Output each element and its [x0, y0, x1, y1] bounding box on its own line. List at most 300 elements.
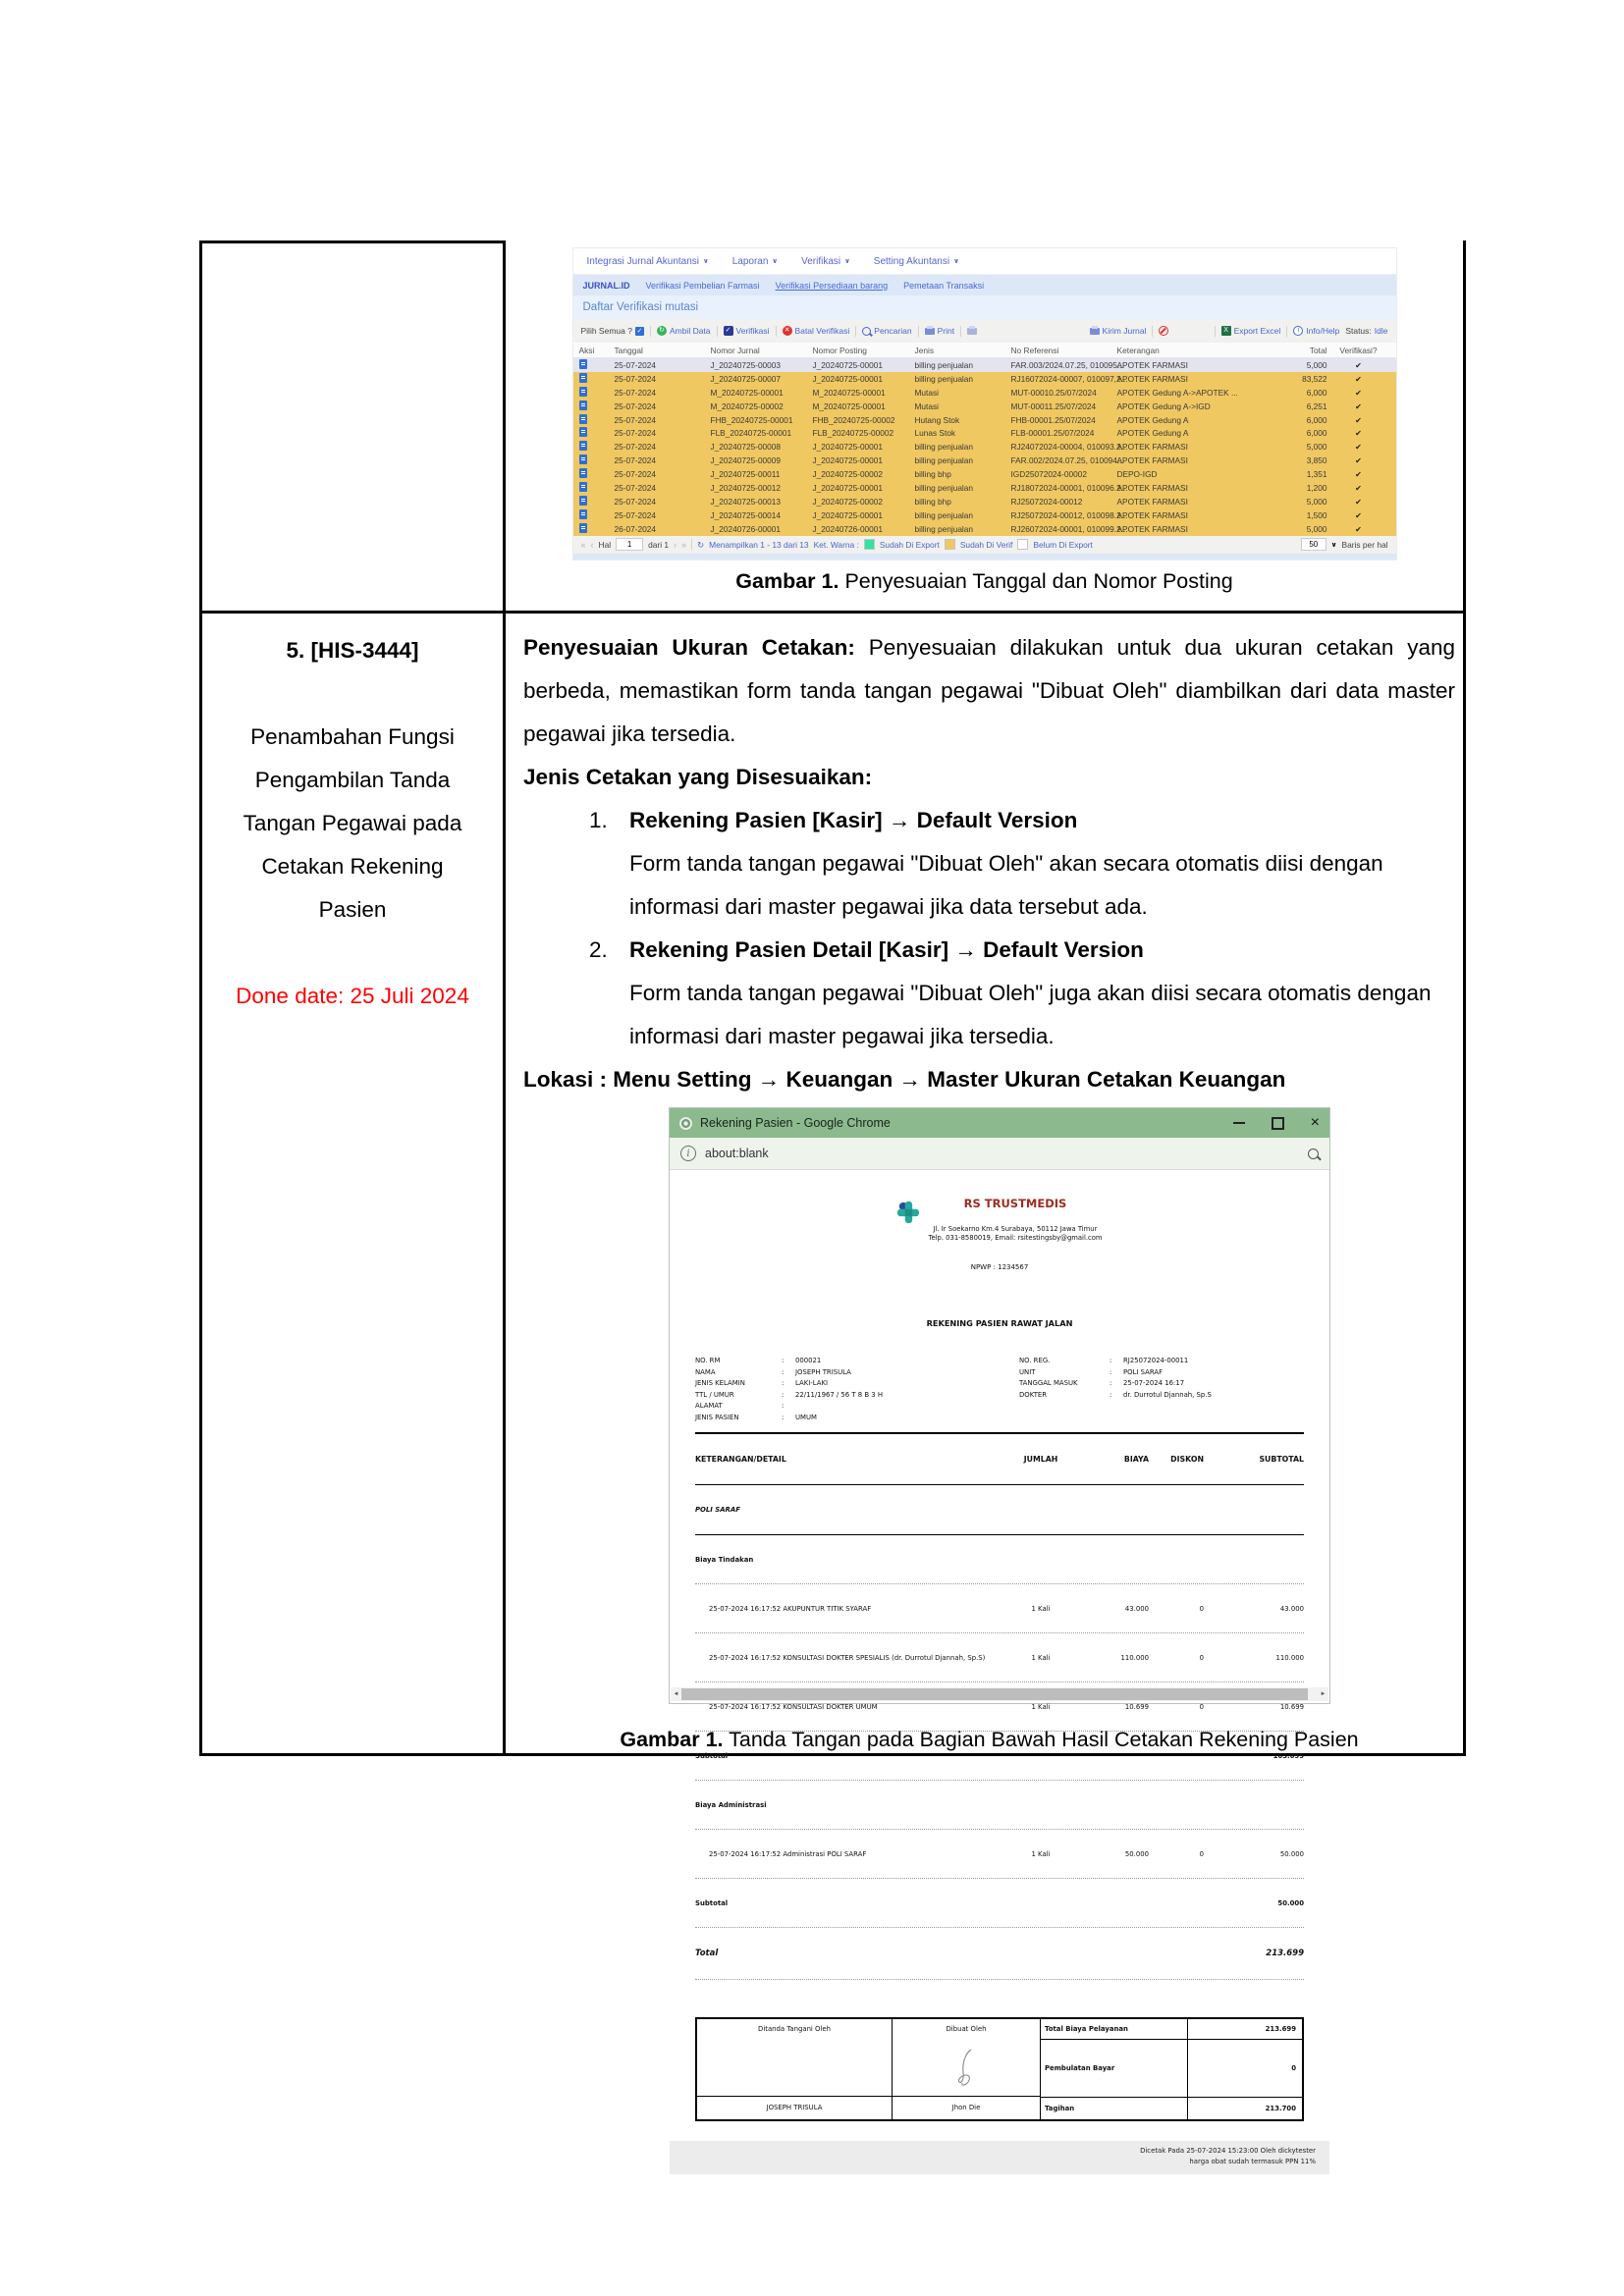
bill-section-tindakan: Biaya Tindakan	[695, 1535, 1304, 1584]
app-bottom-strip	[573, 554, 1396, 560]
chrome-favicon-icon	[679, 1117, 692, 1130]
table-cell-description	[506, 614, 1463, 2166]
status-label: Status:	[1345, 326, 1372, 336]
row-verifikasi	[1331, 483, 1386, 493]
pencarian-button[interactable]	[862, 326, 911, 336]
printer-icon	[967, 328, 977, 335]
zoom-search-icon[interactable]	[1308, 1148, 1319, 1159]
kirim-label: Kirim Jurnal	[1102, 326, 1147, 336]
bill-table	[695, 1434, 1304, 1980]
caption-text: Tanda Tangan pada Bagian Bawah Hasil Cetakan Rekening Pasien	[729, 1728, 1359, 1751]
legend-label: Ket. Warna :	[813, 539, 859, 550]
row-no-referensi: FHB-00001.25/07/2024	[1010, 414, 1096, 425]
print-button[interactable]	[925, 326, 954, 336]
print-label: Print	[937, 326, 955, 336]
row-nomor-posting: J_20240725-00001	[812, 373, 884, 384]
jurnal-row[interactable]	[573, 495, 1396, 508]
total-value: 213.699	[1266, 1949, 1304, 1959]
document-icon[interactable]	[579, 482, 587, 492]
row-jenis: billing penjualan	[914, 509, 974, 520]
tab-pemetaan-transaksi[interactable]: Pemetaan Transaksi	[903, 280, 985, 291]
total-biaya-value: 213.699	[1265, 2025, 1296, 2034]
row-verifikasi	[1331, 374, 1386, 384]
toolbar-separator	[918, 326, 919, 337]
row-nomor-jurnal: J_20240725-00008	[710, 442, 782, 453]
export-excel-button[interactable]	[1221, 326, 1281, 336]
subtotal-value: 163.699	[1272, 1751, 1304, 1760]
refresh-icon[interactable]: ↻	[697, 539, 705, 550]
page-info-icon[interactable]: i	[680, 1146, 696, 1161]
info-value: 22/11/1967 / 56 T 8 B 3 H	[795, 1390, 884, 1399]
row-keterangan: APOTEK Gedung A	[1116, 414, 1189, 425]
print-note-2: harga obat sudah termasuk PPN 11%	[1189, 2158, 1316, 2166]
document-icon[interactable]	[579, 400, 587, 410]
check-icon[interactable]: ✔	[1355, 374, 1362, 384]
menu-setting-akuntansi[interactable]	[874, 256, 959, 267]
row-nomor-posting: FLB_20240725-00002	[812, 428, 894, 439]
row-nomor-jurnal: FHB_20240725-00001	[710, 414, 793, 425]
menu-integrasi-jurnal[interactable]	[587, 256, 709, 267]
check-icon[interactable]: ✔	[1355, 429, 1362, 439]
menu-verifikasi[interactable]	[801, 256, 850, 267]
row-keterangan: APOTEK Gedung A	[1116, 428, 1189, 439]
item-biaya: 50.000	[1124, 1849, 1149, 1858]
next-page-icon[interactable]: ›	[674, 539, 677, 550]
row-keterangan: APOTEK Gedung A->APOTEK ...	[1116, 387, 1238, 398]
row-nomor-jurnal: J_20240725-00007	[710, 373, 782, 384]
row-verifikasi	[1331, 360, 1386, 370]
jurnal-row[interactable]	[573, 426, 1396, 440]
info-value: POLI SARAF	[1123, 1367, 1164, 1376]
info-label: TANGGAL MASUK	[1019, 1379, 1078, 1388]
bill-item	[695, 1584, 1304, 1633]
row-total: 1,351	[1306, 469, 1327, 480]
select-all-checkbox[interactable]: ✓	[636, 327, 643, 335]
row-jenis: Mutasi	[914, 400, 939, 411]
row-aksi	[579, 387, 615, 399]
scroll-left-icon[interactable]: ◄	[673, 1691, 679, 1697]
item-qty: 1 Kali	[1031, 1653, 1051, 1662]
tab-verifikasi-pembelian[interactable]: Verifikasi Pembelian Farmasi	[645, 280, 760, 291]
total-biaya-row	[1041, 2019, 1302, 2040]
row-nomor-jurnal: J_20240725-00012	[710, 482, 782, 493]
legend-belum-label: Belum Di Export	[1033, 539, 1093, 550]
item-subtotal: 110.000	[1275, 1653, 1304, 1662]
row-tanggal: 25-07-2024	[614, 387, 656, 398]
info-label: NAMA	[695, 1367, 716, 1376]
info-value: LAKI-LAKI	[795, 1379, 829, 1388]
signature-image	[951, 2046, 981, 2089]
row-nomor-posting: J_20240725-00001	[812, 359, 884, 370]
page-size-input[interactable]	[1301, 538, 1326, 551]
row-nomor-posting: J_20240725-00001	[812, 442, 884, 453]
row-no-referensi: RJ25072024-00012	[1010, 496, 1083, 507]
jurnal-row[interactable]	[573, 386, 1396, 400]
jenis-cetakan-heading: Jenis Cetakan yang Disesuaikan:	[523, 765, 873, 789]
document-icon[interactable]	[579, 468, 587, 478]
search-icon	[862, 327, 871, 336]
jurnal-row[interactable]	[573, 400, 1396, 413]
batal-label: Batal Verifikasi	[794, 326, 850, 336]
item-diskon: 0	[1199, 1702, 1204, 1711]
kirim-jurnal-button[interactable]	[1090, 326, 1147, 336]
document-icon[interactable]	[579, 441, 587, 451]
chevron-down-icon: ∨	[953, 258, 959, 265]
row-no-referensi: MUT-00011.25/07/2024	[1010, 400, 1097, 411]
caption-gambar-1	[506, 569, 1463, 594]
info-label: NO. REG.	[1019, 1357, 1051, 1365]
check-icon[interactable]: ✔	[1355, 510, 1362, 520]
document-icon[interactable]	[579, 427, 587, 437]
check-icon[interactable]: ✔	[1355, 360, 1362, 370]
list-number: 1.	[589, 808, 608, 832]
list-item-body: Form tanda tangan pegawai "Dibuat Oleh" juga akan diisi secara otomatis dengan informasi dari master pegawai jika tersedia.	[629, 981, 1432, 1048]
pembulatan-label: Pembulatan Bayar	[1041, 2040, 1188, 2097]
jurnal-row[interactable]	[573, 522, 1396, 536]
toolbar-separator	[691, 539, 692, 550]
row-verifikasi	[1331, 455, 1386, 465]
signature-header: Ditanda Tangani Oleh	[758, 2025, 831, 2034]
hospital-logo-icon	[896, 1201, 920, 1224]
jurnal-row[interactable]	[573, 467, 1396, 481]
jurnal-row[interactable]	[573, 372, 1396, 386]
list-item	[523, 799, 1455, 929]
toolbar-separator	[855, 326, 856, 337]
col-no-referensi: No Referensi	[1010, 345, 1059, 355]
info-value: 000021	[795, 1357, 822, 1365]
page-input[interactable]	[616, 538, 643, 551]
row-aksi	[579, 509, 615, 521]
check-icon[interactable]: ✔	[1355, 483, 1362, 493]
row-jenis: billing bhp	[914, 496, 951, 507]
window-controls	[1233, 1115, 1320, 1131]
subtotal-label: Subtotal	[695, 1751, 729, 1760]
row-nomor-jurnal: M_20240725-00001	[710, 387, 784, 398]
showing-label: Menampilkan 1 - 13 dari 13	[709, 539, 809, 550]
send-journal-icon	[1090, 328, 1100, 335]
col-subtotal: SUBTOTAL	[1259, 1455, 1304, 1465]
row-tanggal: 25-07-2024	[614, 455, 656, 466]
info-help-button[interactable]	[1293, 326, 1339, 336]
row-keterangan: APOTEK FARMASI	[1116, 455, 1188, 466]
print-note-1: Dicetak Pada 25-07-2024 15:23:00 Oleh dickytester	[1140, 2147, 1316, 2156]
row-tanggal: 25-07-2024	[614, 414, 656, 425]
patient-info	[695, 1356, 1304, 1423]
last-page-icon[interactable]: »	[681, 539, 687, 550]
horizontal-scrollbar[interactable]	[671, 1687, 1328, 1701]
jurnal-row[interactable]	[573, 413, 1396, 427]
table-border-top-left	[199, 240, 506, 243]
document-icon[interactable]	[579, 496, 587, 506]
row-aksi	[579, 400, 615, 412]
check-icon[interactable]: ✔	[1355, 443, 1362, 453]
row-nomor-posting: FHB_20240725-00002	[812, 414, 895, 425]
info-icon: i	[1293, 326, 1303, 336]
chevron-down-icon: ∨	[772, 258, 779, 265]
signature-table	[695, 2017, 1304, 2121]
item-desc: 25-07-2024 16:17:52 KONSULTASI DOKTER SPESIALIS (dr. Durrotul Djannah, Sp.S)	[709, 1653, 986, 1662]
row-jenis: billing penjualan	[914, 373, 974, 384]
document-icon[interactable]	[579, 359, 587, 369]
patient-info-left	[695, 1356, 1019, 1423]
caption-text: Penyesuaian Tanggal dan Nomor Posting	[844, 568, 1233, 593]
row-tanggal: 26-07-2024	[614, 523, 656, 534]
row-no-referensi: IGD25072024-00002	[1010, 469, 1087, 480]
row-nomor-posting: M_20240725-00001	[812, 387, 886, 398]
check-icon[interactable]: ✔	[1355, 497, 1362, 507]
col-nomor-posting: Nomor Posting	[812, 345, 867, 355]
item-subtotal: 43.000	[1279, 1604, 1304, 1613]
document-icon[interactable]	[579, 387, 587, 397]
signature-col-dibuat	[893, 2019, 1041, 2119]
section-title: Daftar Verifikasi mutasi	[573, 295, 1396, 319]
scroll-right-icon[interactable]: ►	[1320, 1691, 1326, 1697]
info-colon: :	[782, 1357, 785, 1365]
prev-page-icon[interactable]: ‹	[590, 539, 594, 550]
row-nomor-posting: J_20240725-00001	[812, 509, 884, 520]
verifikasi-button[interactable]	[724, 326, 770, 336]
row-verifikasi	[1331, 497, 1386, 507]
jurnal-row[interactable]	[573, 440, 1396, 454]
row-nomor-posting: J_20240726-00001	[812, 523, 884, 534]
total-label: Total	[695, 1949, 719, 1959]
tab-jurnal-id[interactable]: JURNAL.ID	[582, 280, 630, 291]
menu-label: Integrasi Jurnal Akuntansi	[586, 255, 700, 267]
row-keterangan: APOTEK FARMASI	[1116, 509, 1188, 520]
info-colon: :	[782, 1367, 785, 1376]
row-total: 1,500	[1306, 509, 1327, 520]
list-item-title: Rekening Pasien [Kasir] → Default Version	[629, 808, 1078, 832]
row-nomor-posting: J_20240725-00002	[812, 496, 884, 507]
toolbar-separator	[960, 326, 961, 337]
row-aksi	[579, 373, 615, 385]
hospital-header	[695, 1182, 1304, 1243]
stop-icon[interactable]	[1159, 326, 1168, 336]
item-biaya: 43.000	[1124, 1604, 1149, 1613]
ambil-data-button[interactable]	[657, 326, 711, 336]
row-no-referensi: RJ25072024-00012, 010098.2...	[1010, 509, 1128, 520]
app-toolbar	[573, 319, 1396, 343]
document-icon[interactable]	[579, 373, 587, 383]
info-label: UNIT	[1019, 1367, 1036, 1376]
verifikasi-label: Verifikasi	[735, 326, 770, 336]
jurnal-row[interactable]	[573, 508, 1396, 522]
row-no-referensi: FAR.002/2024.07.25, 010094...	[1010, 455, 1124, 466]
row-total: 5,000	[1306, 496, 1327, 507]
row-total: 6,000	[1306, 414, 1327, 425]
url-text[interactable]: about:blank	[705, 1147, 769, 1160]
toolbar-separator	[650, 326, 651, 337]
document-icon[interactable]	[579, 414, 587, 424]
check-icon[interactable]: ✔	[1355, 470, 1362, 480]
tagihan-value: 213.700	[1265, 2105, 1296, 2113]
menu-laporan[interactable]	[732, 256, 778, 267]
check-icon[interactable]: ✔	[1355, 456, 1362, 466]
chevron-down-icon: ∨	[844, 258, 850, 265]
status-value: Idle	[1374, 326, 1388, 336]
status-badge	[1345, 326, 1387, 336]
row-verifikasi	[1331, 415, 1386, 425]
list-content	[629, 799, 1455, 929]
hospital-npwp: NPWP : 1234567	[970, 1263, 1029, 1272]
check-icon[interactable]: ✔	[1355, 388, 1362, 398]
row-nomor-posting: J_20240725-00001	[812, 482, 884, 493]
jurnal-row[interactable]	[573, 358, 1396, 372]
row-aksi	[579, 496, 615, 507]
check-icon[interactable]: ✔	[1355, 401, 1362, 411]
row-no-referensi: FLB-00001.25/07/2024	[1010, 428, 1095, 439]
row-jenis: billing penjualan	[914, 442, 974, 453]
row-total: 6,000	[1306, 387, 1327, 398]
row-tanggal: 25-07-2024	[614, 442, 656, 453]
row-aksi	[579, 414, 615, 426]
col-jumlah: JUMLAH	[1023, 1455, 1058, 1465]
check-icon[interactable]: ✔	[1355, 524, 1362, 534]
row-tanggal: 25-07-2024	[614, 400, 656, 411]
table-header-row	[573, 343, 1396, 358]
item-desc: 25-07-2024 16:17:52 Administrasi POLI SARAF	[709, 1849, 867, 1858]
maximize-icon[interactable]	[1272, 1117, 1284, 1130]
signature-col-ditandatangani	[697, 2019, 893, 2119]
row-no-referensi: FAR.003/2024.07.25, 010095...	[1010, 359, 1124, 370]
row-total: 6,251	[1306, 400, 1327, 411]
col-biaya: BIAYA	[1123, 1455, 1149, 1465]
hospital-contact: Telp. 031-8580019, Email: rsitestingsby@gmail.com	[928, 1234, 1103, 1243]
row-jenis: billing penjualan	[914, 359, 974, 370]
paragraph-rest: Penyesuaian dilakukan untuk dua ukuran cetakan yang berbeda, memastikan form tanda tangan pegawai "Dibuat Oleh" diambilkan dari data master pegawai jika tersedia.	[523, 635, 1455, 746]
ticket-id: 5. [HIS-3444]	[286, 638, 419, 663]
row-tanggal: 25-07-2024	[614, 373, 656, 384]
pembulatan-row	[1041, 2040, 1302, 2098]
tab-verifikasi-persediaan[interactable]: Verifikasi Persediaan barang	[775, 280, 889, 291]
cancel-icon: ✕	[783, 326, 792, 336]
item-subtotal: 50.000	[1279, 1849, 1304, 1858]
first-page-icon[interactable]: «	[580, 539, 586, 550]
list-number: 2.	[589, 937, 608, 962]
row-keterangan: APOTEK FARMASI	[1116, 442, 1188, 453]
minimize-icon[interactable]	[1233, 1122, 1245, 1124]
caption-gambar-1-bottom	[523, 1718, 1455, 1761]
chevron-down-icon[interactable]: ∨	[1330, 541, 1337, 549]
info-colon: :	[782, 1379, 785, 1388]
export-label: Export Excel	[1233, 326, 1281, 336]
select-all-control[interactable]	[581, 326, 644, 336]
legend-export-label: Sudah Di Export	[879, 539, 940, 550]
legend-white-chip	[1017, 539, 1028, 550]
col-aksi: Aksi	[578, 345, 595, 355]
bill-table-header	[695, 1434, 1304, 1485]
legend-verif-label: Sudah Di Verif	[959, 539, 1013, 550]
row-total: 3,850	[1306, 455, 1327, 466]
jurnal-row[interactable]	[573, 481, 1396, 495]
item-qty: 1 Kali	[1031, 1604, 1051, 1613]
jurnal-row[interactable]	[573, 454, 1396, 467]
print-secondary-button[interactable]	[967, 328, 977, 335]
row-total: 83,522	[1302, 373, 1327, 384]
row-nomor-jurnal: J_20240725-00014	[710, 509, 782, 520]
signature-header: Dibuat Oleh	[946, 2025, 987, 2034]
caption-label: Gambar 1.	[735, 568, 839, 593]
table-border-right	[1463, 240, 1466, 1756]
excel-icon: X	[1221, 326, 1231, 336]
row-keterangan: APOTEK FARMASI	[1116, 359, 1188, 370]
row-tanggal: 25-07-2024	[614, 428, 656, 439]
bill-item	[695, 1633, 1304, 1682]
patient-info-right	[1019, 1356, 1304, 1423]
subtotal-label: Subtotal	[695, 1898, 729, 1907]
bill-total-row	[695, 1928, 1304, 1980]
item-diskon: 0	[1199, 1653, 1204, 1662]
refresh-icon: ↻	[657, 326, 667, 336]
row-verifikasi	[1331, 388, 1386, 398]
col-total: Total	[1309, 345, 1327, 355]
chrome-titlebar[interactable]	[670, 1108, 1329, 1138]
bill-title: REKENING PASIEN RAWAT JALAN	[926, 1318, 1073, 1329]
col-jenis: Jenis	[914, 345, 935, 355]
chevron-down-icon: ∨	[703, 258, 709, 265]
row-keterangan: APOTEK FARMASI	[1116, 523, 1188, 534]
item-desc: 25-07-2024 16:17:52 AKUPUNTUR TITIK SYARAF	[709, 1604, 872, 1613]
pencarian-label: Pencarian	[874, 326, 912, 336]
row-nomor-jurnal: J_20240725-00013	[710, 496, 782, 507]
row-jenis: billing bhp	[914, 469, 951, 480]
bill-section-administrasi: Biaya Administrasi	[695, 1781, 1304, 1830]
row-jenis: billing penjualan	[914, 455, 974, 466]
row-jenis: billing penjualan	[914, 482, 974, 493]
row-verifikasi	[1331, 428, 1386, 438]
info-label: TTL / UMUR	[695, 1390, 734, 1399]
row-aksi	[579, 523, 615, 535]
bill-subtotal-row	[695, 1879, 1304, 1928]
row-keterangan: APOTEK FARMASI	[1116, 373, 1188, 384]
row-aksi	[579, 454, 615, 466]
app-menubar	[573, 248, 1396, 275]
document-icon[interactable]	[579, 454, 587, 464]
item-biaya: 110.000	[1120, 1653, 1149, 1662]
row-nomor-jurnal: J_20240725-00009	[710, 455, 782, 466]
batal-verifikasi-button[interactable]	[783, 326, 850, 336]
info-label: NO. RM	[695, 1357, 721, 1365]
scrollbar-thumb[interactable]	[681, 1688, 1308, 1700]
page-total-label: dari 1	[648, 539, 670, 550]
bill-item	[695, 1830, 1304, 1879]
row-aksi	[579, 427, 615, 439]
menu-label: Verifikasi	[801, 255, 841, 267]
info-value: 25-07-2024 16:17	[1123, 1379, 1185, 1388]
legend-yellow-chip	[945, 539, 955, 550]
document-icon[interactable]	[579, 523, 587, 533]
row-keterangan: APOTEK FARMASI	[1116, 482, 1188, 493]
row-no-referensi: RJ16072024-00007, 010097,2...	[1010, 373, 1128, 384]
row-keterangan: APOTEK FARMASI	[1116, 496, 1188, 507]
window-title: Rekening Pasien - Google Chrome	[700, 1116, 891, 1130]
close-icon[interactable]: ×	[1310, 1114, 1320, 1131]
row-verifikasi	[1331, 469, 1386, 479]
ticket-title: Penambahan Fungsi Pengambilan Tanda Tangan Pegawai pada Cetakan Rekening Pasien	[243, 724, 462, 922]
document-icon[interactable]	[579, 509, 587, 519]
row-aksi	[579, 359, 615, 371]
paragraph-penyesuaian	[523, 626, 1455, 756]
info-colon: :	[1110, 1357, 1112, 1365]
check-icon[interactable]: ✔	[1355, 415, 1362, 425]
row-aksi	[579, 441, 615, 453]
help-label: Info/Help	[1306, 326, 1340, 336]
done-date: Done date: 25 Juli 2024	[236, 984, 469, 1008]
col-keterangan: Keterangan	[1116, 345, 1160, 355]
info-colon: :	[782, 1390, 785, 1399]
scrollbar-area	[670, 1681, 1329, 1703]
row-verifikasi	[1331, 401, 1386, 411]
